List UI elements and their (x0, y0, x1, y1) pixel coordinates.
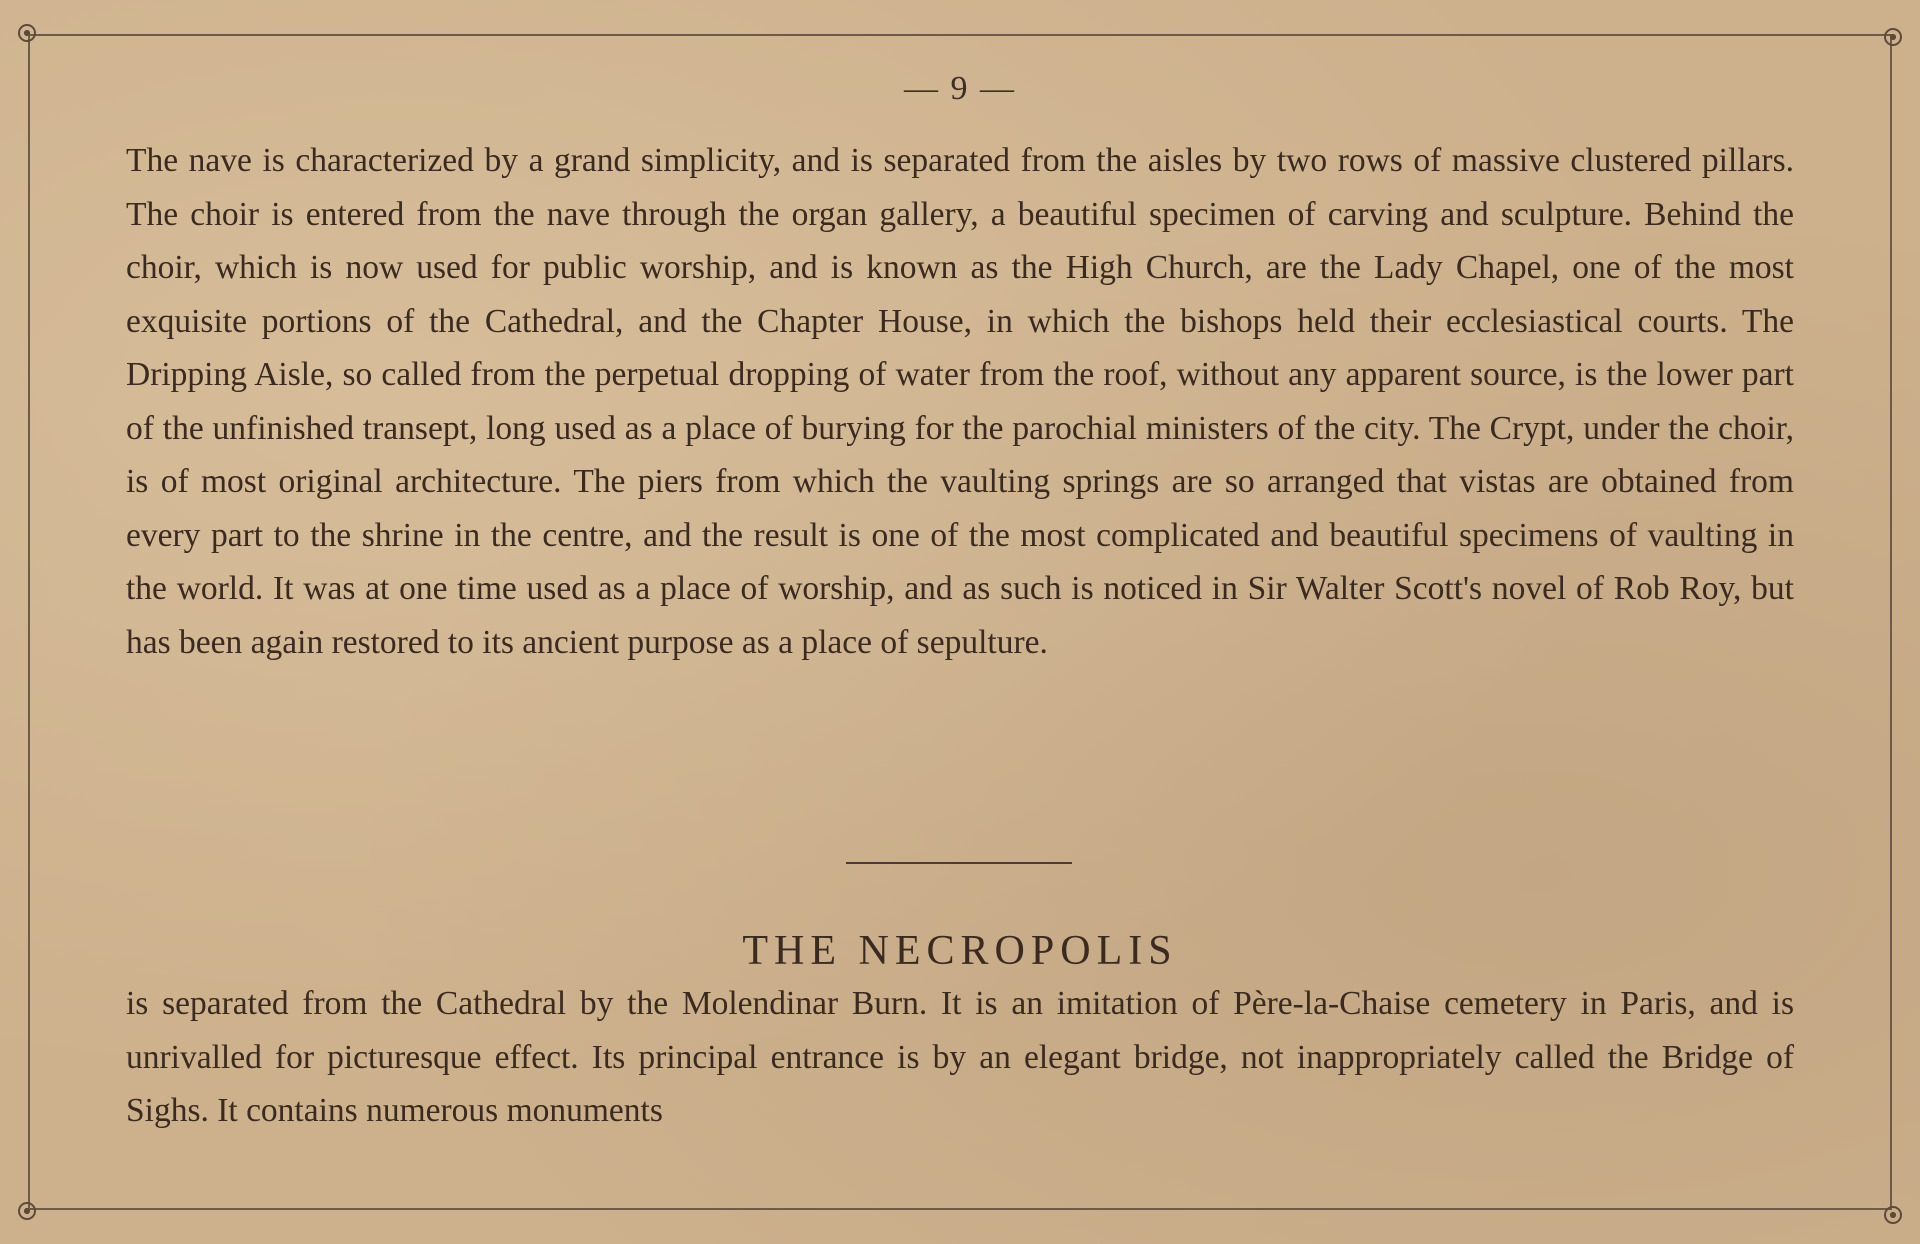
body-paragraph-necropolis: is separated from the Cathedral by the Molendinar Burn. It is an imitation of Père-la-Chaise cemetery in Paris, and is unrivalled for picturesque effect. Its principal entrance is by an elegant bridge, not inappropriately called the Bridge of Sighs. It contains numerous monuments (126, 985, 1794, 1129)
corner-ornament-icon (1884, 1206, 1902, 1224)
section-divider (846, 862, 1072, 864)
corner-ornament-icon (18, 24, 36, 42)
page-number: — 9 — (904, 70, 1016, 107)
body-paragraph-cathedral: The nave is characterized by a grand simplicity, and is separated from the aisles by two rows of massive clustered pillars. The choir is entered from the nave through the organ gallery, a beautiful specimen of carving and sculpture. Behind the choir, which is now used for public worship, and is known as the High Church, are the Lady Chapel, one of the most exquisite portions of the Cathedral, and the Chapter House, in which the bishops held their ecclesiastical courts. The Dripping Aisle, so called from the perpetual dropping of water from the roof, without any apparent source, is the lower part of the unfinished transept, long used as a place of burying for the parochial ministers of the city. The Crypt, under the choir, is of most original architecture. The piers from which the vaulting springs are so arranged that vistas are obtained from every part to the shrine in the centre, and the result is one of the most complicated and beautiful specimens of vaulting in the world. It was at one time used as a place of worship, and as such is noticed in Sir Walter Scott's novel of Rob Roy, but has been again restored to its ancient purpose as a place of sepulture. (126, 142, 1794, 661)
corner-ornament-icon (1884, 28, 1902, 46)
section-title: THE NECROPOLIS (742, 928, 1178, 974)
corner-ornament-icon (18, 1202, 36, 1220)
